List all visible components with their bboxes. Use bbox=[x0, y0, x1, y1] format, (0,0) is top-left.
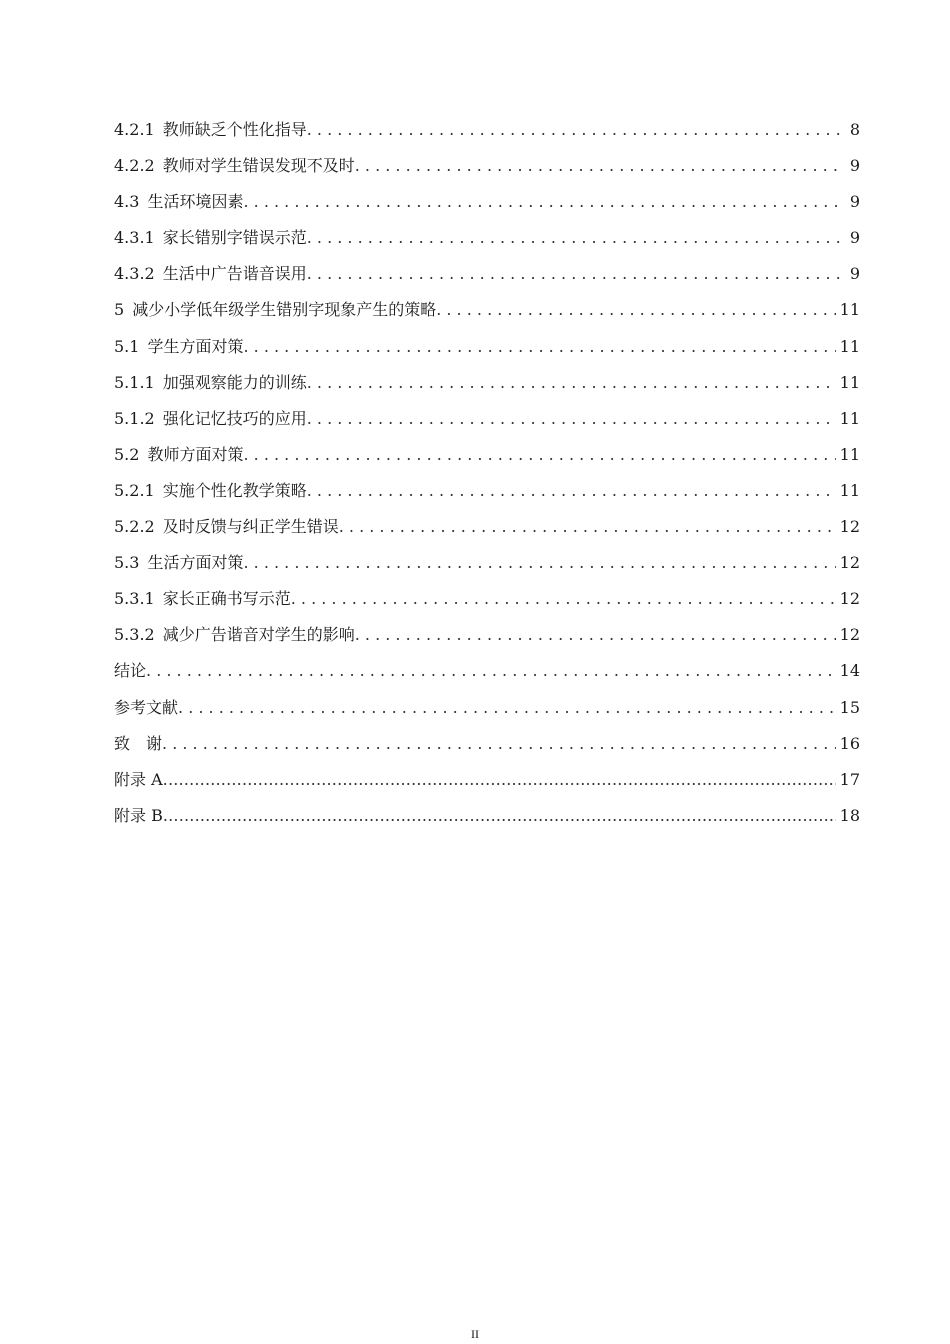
toc-entry-label bbox=[114, 690, 178, 726]
toc-entry-title: 减少小学低年级学生错别字现象产生的策略 bbox=[132, 300, 437, 320]
toc-entry[interactable] bbox=[114, 401, 860, 437]
toc-entry-title: 生活中广告谐音误用 bbox=[162, 264, 307, 284]
dot-leader bbox=[178, 690, 836, 726]
toc-entry-number: 4.3.1 bbox=[114, 228, 155, 248]
dot-leader bbox=[307, 256, 842, 292]
toc-entry-page: 11 bbox=[839, 336, 860, 356]
toc-entry[interactable] bbox=[114, 365, 860, 401]
toc-entry-title: 加强观察能力的训练 bbox=[162, 372, 307, 392]
toc-entry-label bbox=[114, 473, 307, 509]
toc-entry[interactable] bbox=[114, 437, 860, 473]
toc-entry[interactable] bbox=[114, 617, 860, 653]
toc-entry-title: 实施个性化教学策略 bbox=[162, 480, 307, 500]
dot-leader bbox=[355, 617, 836, 653]
toc-entry-label bbox=[114, 798, 163, 834]
toc-entry-label bbox=[114, 184, 243, 220]
toc-entry[interactable] bbox=[114, 762, 860, 798]
toc-entry-number: 5.1.1 bbox=[114, 372, 155, 392]
toc-entry-label bbox=[114, 509, 339, 545]
toc-entry-title: 家长错别字错误示范 bbox=[162, 228, 307, 248]
toc-entry-title: 附录 A bbox=[114, 769, 163, 789]
toc-entry-number: 5.2.1 bbox=[114, 480, 155, 500]
toc-entry-label bbox=[114, 112, 307, 148]
toc-entry-number: 5.2 bbox=[114, 444, 140, 464]
dot-leader bbox=[243, 437, 835, 473]
toc-entry-label bbox=[114, 581, 291, 617]
toc-entry-number: 4.3 bbox=[114, 192, 140, 212]
toc-entry-label bbox=[114, 762, 163, 798]
table-of-contents bbox=[114, 112, 860, 834]
dot-leader bbox=[307, 401, 836, 437]
toc-entry-title: 教师缺乏个性化指导 bbox=[162, 120, 307, 139]
toc-entry[interactable] bbox=[114, 292, 860, 328]
toc-entry[interactable] bbox=[114, 329, 860, 365]
toc-entry-title: 教师方面对策 bbox=[147, 444, 244, 464]
toc-entry-number: 4.3.2 bbox=[114, 264, 155, 284]
toc-entry-title: 减少广告谐音对学生的影响 bbox=[162, 625, 355, 645]
page-number: II bbox=[471, 1327, 479, 1341]
toc-entry-number: 5.1 bbox=[114, 336, 140, 356]
toc-entry[interactable] bbox=[114, 256, 860, 292]
toc-entry-page: 18 bbox=[839, 805, 860, 825]
dot-leader bbox=[163, 762, 836, 798]
toc-entry-page: 9 bbox=[849, 264, 860, 284]
toc-entry[interactable] bbox=[114, 690, 860, 726]
toc-entry-title: 致 谢 bbox=[114, 733, 163, 753]
toc-entry-page: 12 bbox=[839, 589, 860, 609]
toc-entry-page: 9 bbox=[849, 156, 860, 176]
toc-entry[interactable] bbox=[114, 581, 860, 617]
toc-entry[interactable] bbox=[114, 220, 860, 256]
toc-entry-label bbox=[114, 545, 243, 581]
toc-entry-page: 8 bbox=[849, 120, 860, 139]
toc-entry-page: 11 bbox=[839, 372, 860, 392]
toc-entry-title: 参考文献 bbox=[114, 697, 179, 717]
toc-entry[interactable] bbox=[114, 112, 860, 148]
toc-entry-label bbox=[114, 220, 307, 256]
toc-entry-page: 12 bbox=[839, 553, 860, 573]
toc-entry[interactable] bbox=[114, 653, 860, 689]
toc-entry-title: 家长正确书写示范 bbox=[162, 589, 291, 609]
toc-entry[interactable] bbox=[114, 509, 860, 545]
dot-leader bbox=[162, 726, 836, 762]
toc-entry-title: 生活方面对策 bbox=[147, 553, 244, 573]
toc-entry-title: 结论 bbox=[114, 661, 147, 681]
toc-entry-number: 5.1.2 bbox=[114, 408, 155, 428]
toc-entry-number: 5.3.1 bbox=[114, 589, 155, 609]
dot-leader bbox=[355, 148, 842, 184]
toc-entry-page: 14 bbox=[839, 661, 860, 681]
toc-entry-title: 强化记忆技巧的应用 bbox=[162, 408, 307, 428]
toc-entry-title: 教师对学生错误发现不及时 bbox=[162, 156, 355, 176]
toc-entry-label bbox=[114, 653, 146, 689]
toc-entry-label bbox=[114, 256, 307, 292]
toc-entry-page: 11 bbox=[839, 480, 860, 500]
dot-leader bbox=[163, 798, 836, 834]
dot-leader bbox=[307, 112, 842, 148]
toc-entry[interactable] bbox=[114, 726, 860, 762]
toc-entry-page: 12 bbox=[839, 517, 860, 537]
dot-leader bbox=[436, 292, 835, 328]
dot-leader bbox=[339, 509, 836, 545]
toc-entry-title: 学生方面对策 bbox=[147, 336, 244, 356]
toc-entry-page: 9 bbox=[849, 192, 860, 212]
toc-entry-label bbox=[114, 365, 307, 401]
toc-entry-title: 生活环境因素 bbox=[147, 192, 244, 212]
dot-leader bbox=[291, 581, 836, 617]
toc-entry-label bbox=[114, 437, 243, 473]
dot-leader bbox=[307, 220, 842, 256]
toc-entry-page: 11 bbox=[839, 408, 860, 428]
toc-entry-number: 5 bbox=[114, 300, 125, 320]
toc-entry-page: 12 bbox=[839, 625, 860, 645]
toc-entry-label bbox=[114, 148, 355, 184]
toc-entry-label bbox=[114, 401, 307, 437]
toc-entry-page: 15 bbox=[839, 697, 860, 717]
dot-leader bbox=[243, 545, 835, 581]
toc-entry[interactable] bbox=[114, 545, 860, 581]
toc-entry-number: 4.2.1 bbox=[114, 120, 155, 139]
dot-leader bbox=[146, 653, 836, 689]
dot-leader bbox=[307, 473, 836, 509]
toc-entry-number: 5.3.2 bbox=[114, 625, 155, 645]
toc-entry-title: 及时反馈与纠正学生错误 bbox=[162, 517, 339, 537]
toc-entry-title: 附录 B bbox=[114, 805, 163, 825]
dot-leader bbox=[243, 184, 842, 220]
toc-entry[interactable] bbox=[114, 473, 860, 509]
dot-leader bbox=[307, 365, 836, 401]
toc-entry[interactable] bbox=[114, 148, 860, 184]
toc-entry-label bbox=[114, 617, 355, 653]
dot-leader bbox=[243, 329, 835, 365]
toc-entry-label bbox=[114, 292, 436, 328]
toc-entry-page: 17 bbox=[839, 769, 860, 789]
toc-entry-label bbox=[114, 726, 162, 762]
toc-entry-label bbox=[114, 329, 243, 365]
toc-entry-page: 11 bbox=[839, 300, 860, 320]
toc-entry-page: 11 bbox=[839, 444, 860, 464]
toc-entry-page: 9 bbox=[849, 228, 860, 248]
toc-entry[interactable] bbox=[114, 184, 860, 220]
toc-entry[interactable] bbox=[114, 798, 860, 834]
toc-entry-number: 4.2.2 bbox=[114, 156, 155, 176]
toc-entry-number: 5.2.2 bbox=[114, 517, 155, 537]
toc-entry-number: 5.3 bbox=[114, 553, 140, 573]
toc-entry-page: 16 bbox=[839, 733, 860, 753]
